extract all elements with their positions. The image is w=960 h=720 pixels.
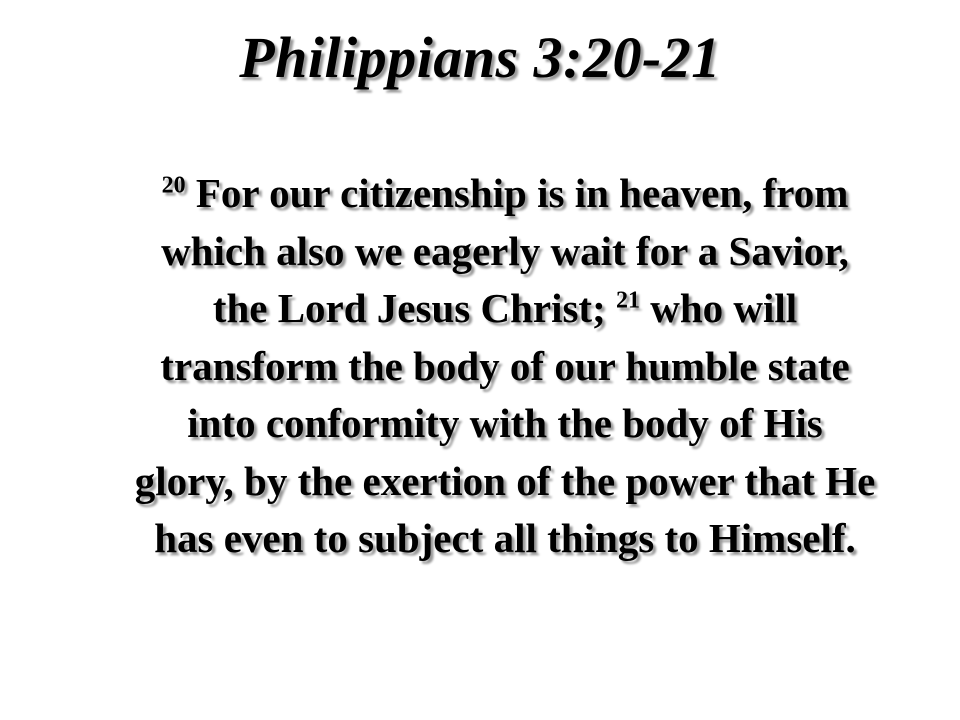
passage-text-line-1: For our citizenship is in heaven, from xyxy=(195,170,849,216)
passage-line-4: transform the body of our humble state xyxy=(160,342,850,389)
passage-line-1 xyxy=(80,165,930,223)
passage-line-2: which also we eagerly wait for a Savior, xyxy=(161,227,849,274)
passage-text-line-3a: the Lord Jesus Christ; xyxy=(212,285,606,331)
verse-number-20: 20 xyxy=(161,172,186,199)
slide-title: Philippians 3:20-21 xyxy=(239,25,721,90)
scripture-passage xyxy=(80,165,930,568)
passage-line-7: has even to subject all things to Himself. xyxy=(154,515,856,561)
passage-line-5: into conformity with the body of His xyxy=(187,400,823,446)
passage-text-line-3b: who will xyxy=(650,285,798,331)
verse-number-21: 21 xyxy=(615,287,640,314)
passage-line-6: glory, by the exertion of the power that He xyxy=(134,457,876,504)
passage-line-3 xyxy=(80,280,930,338)
